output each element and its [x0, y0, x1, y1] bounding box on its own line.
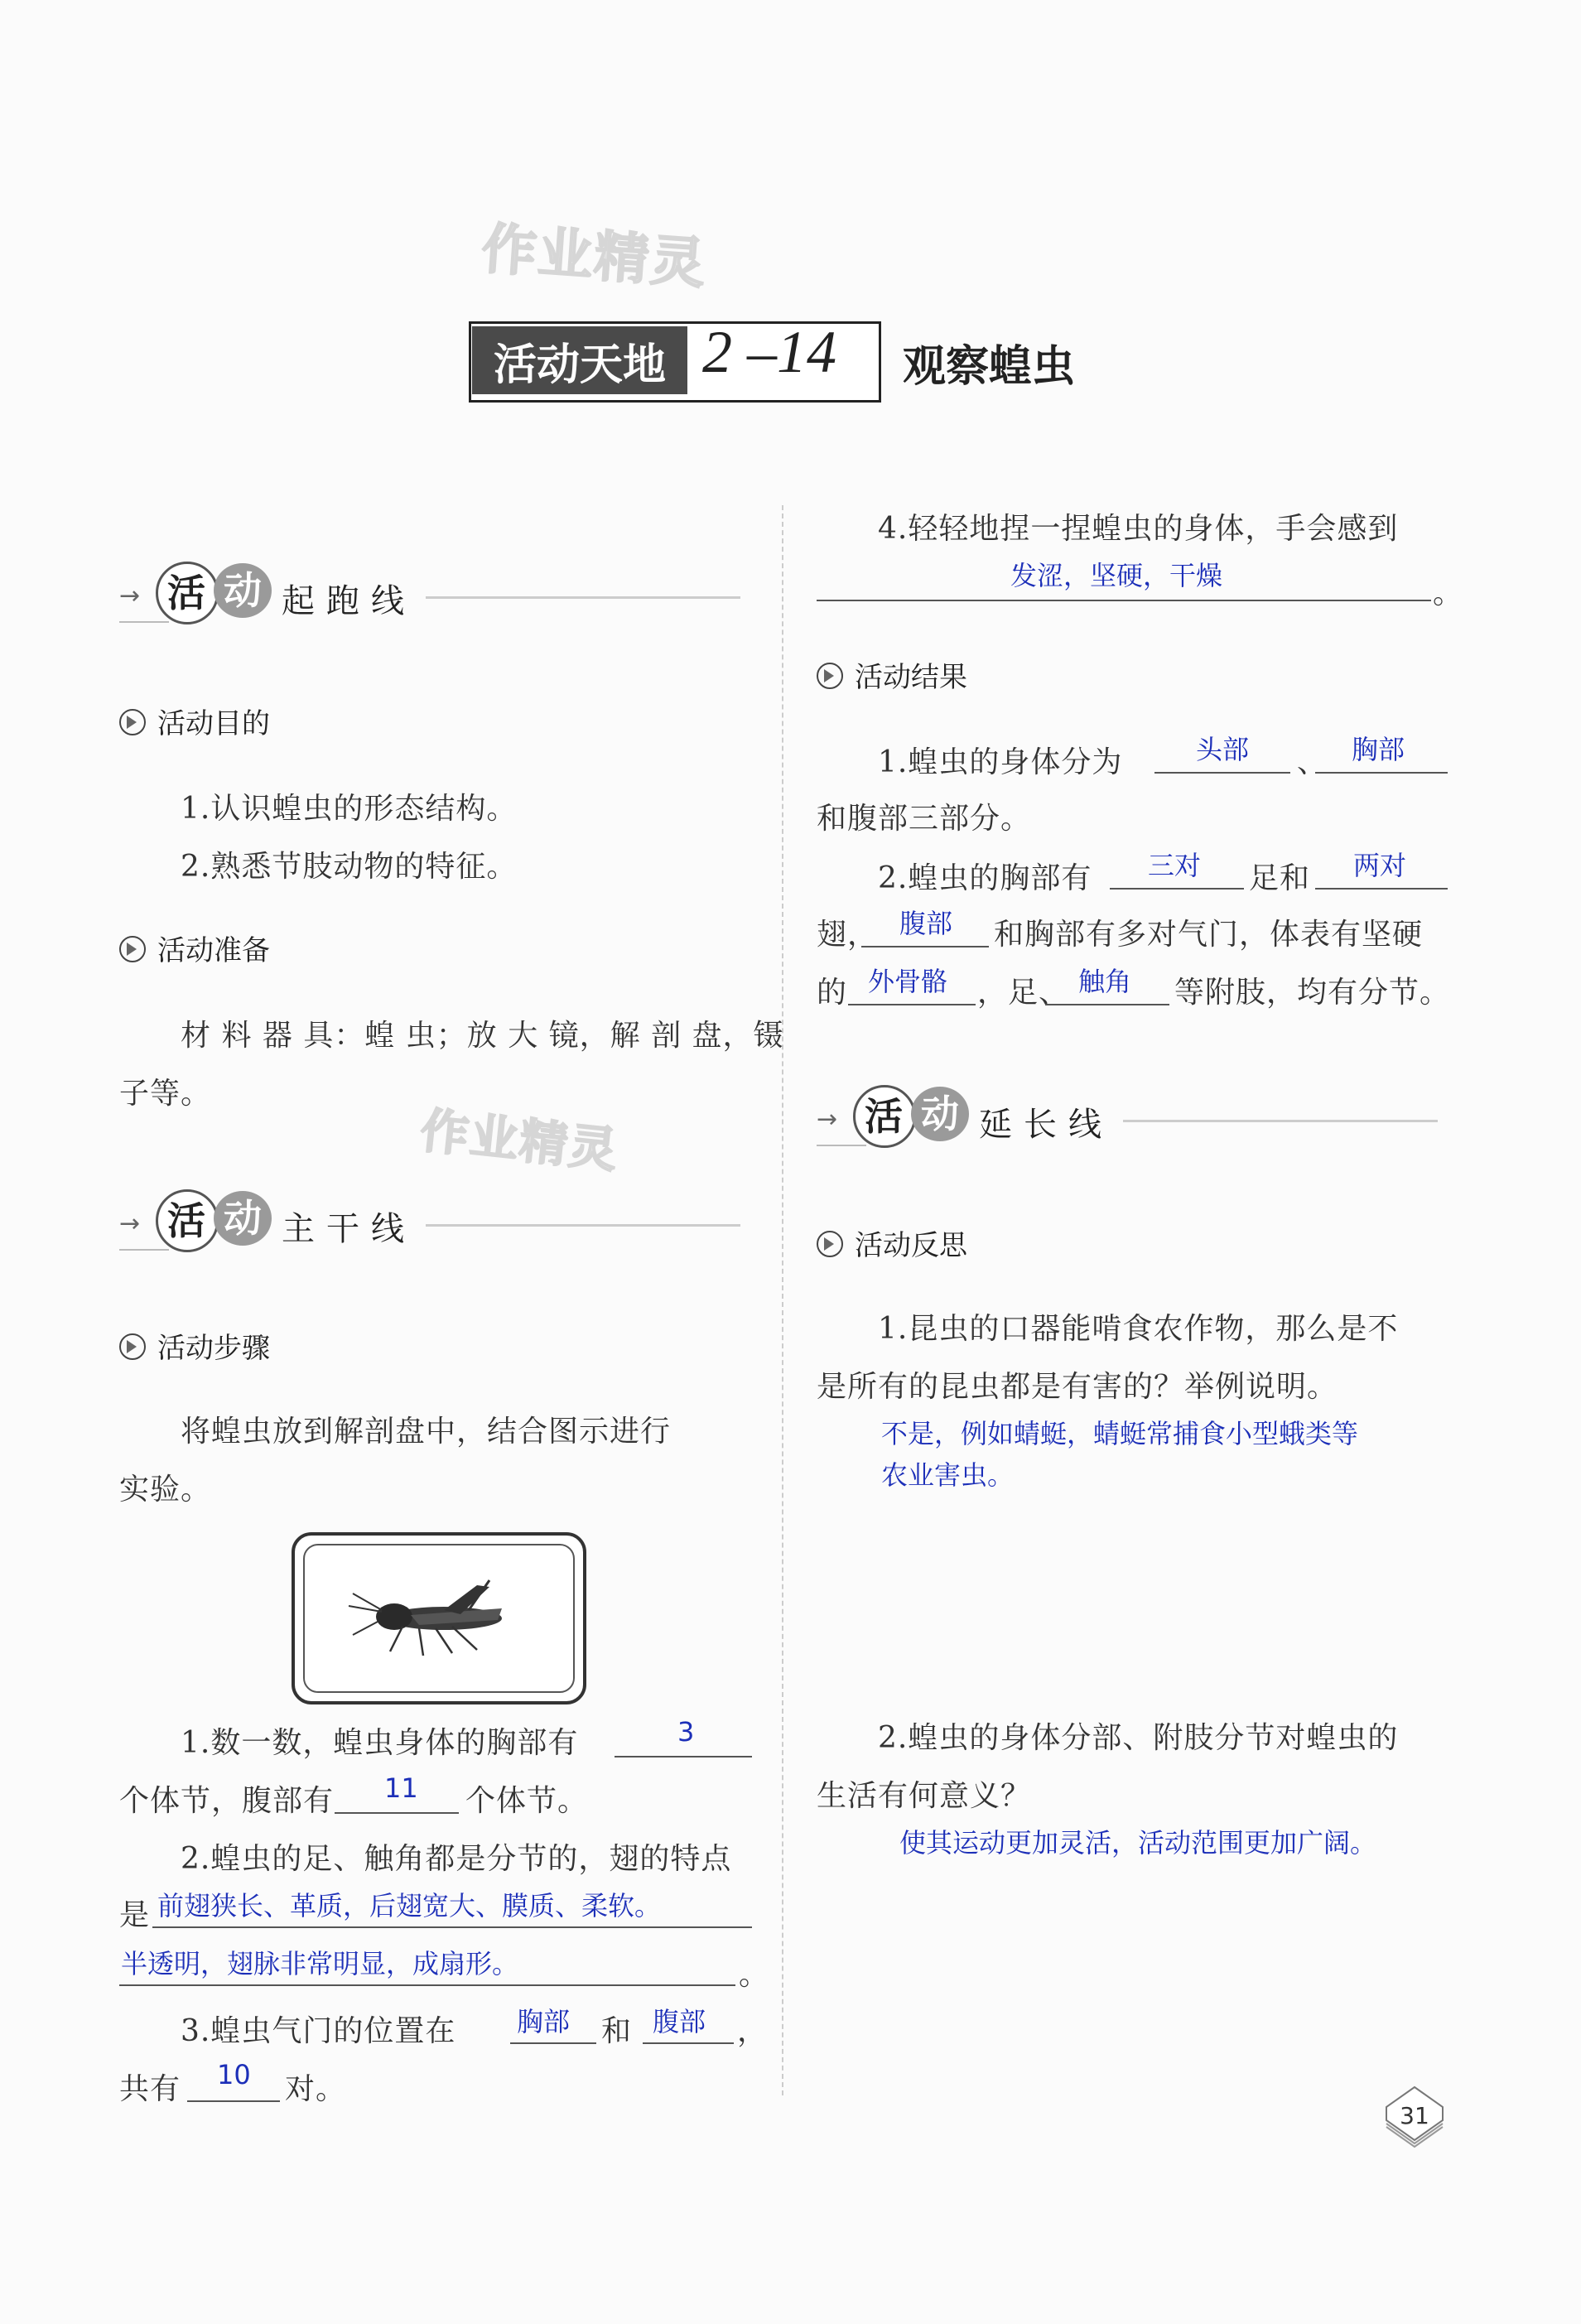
arrow-icon: →: [817, 1105, 838, 1134]
question-1-text: 1.数一数，蝗虫身体的胸部有: [181, 1726, 579, 1760]
locust-specimen-image: [292, 1532, 586, 1704]
subheading-result: 活动结果: [817, 654, 967, 695]
result-2-text: 2.蝗虫的胸部有: [878, 861, 1092, 895]
play-circle-icon: [119, 709, 146, 735]
purpose-item: 2.熟悉节肢动物的特征。: [181, 850, 518, 884]
reflect-2-text: 生活有何意义？: [817, 1779, 1032, 1813]
steps-line: 实验。: [119, 1473, 212, 1507]
play-circle-icon: [119, 936, 146, 962]
section-header-main: → 活 动 主干线: [119, 1184, 749, 1259]
answer-reflect-1: 农业害虫。: [881, 1459, 1015, 1491]
locust-icon: [345, 1569, 535, 1668]
play-circle-icon: [817, 1231, 843, 1257]
answer-blank: [643, 2042, 734, 2044]
answer-r1-thorax: 胸部: [1352, 734, 1405, 765]
banner-number: 2 –14: [702, 319, 836, 385]
result-2-text: 和胸部有多对气门，体表有坚硬: [994, 918, 1424, 952]
play-circle-icon: [817, 663, 843, 689]
answer-q2-line1: 前翅狭长、革质，后翅宽大、膜质、柔软。: [157, 1890, 662, 1921]
answer-q1-thorax: 3: [677, 1716, 695, 1748]
answer-q2-line2: 半透明，翅脉非常明显，成扇形。: [121, 1948, 519, 1979]
arrow-icon: →: [119, 581, 141, 610]
result-1-text: 和腹部三部分。: [817, 802, 1032, 836]
subheading-reflect: 活动反思: [817, 1222, 967, 1263]
section-header-extend: → 活 动 延长线: [817, 1080, 1446, 1155]
result-2-text: 翅，: [817, 918, 879, 952]
reflect-1-text: 1.昆虫的口器能啃食农作物，那么是不: [878, 1312, 1399, 1346]
answer-blank: [119, 1984, 735, 1986]
question-2-end: 。: [739, 1958, 770, 1992]
answer-q3-2: 腹部: [653, 2006, 706, 2037]
prep-line: 子等。: [119, 1077, 212, 1111]
prep-line: 材 料 器 具：蝗 虫；放 大 镜，解 剖 盘，镊: [181, 1019, 784, 1053]
banner-label: 活动天地: [472, 326, 687, 394]
question-2-text: 2.蝗虫的足、触角都是分节的，翅的特点: [181, 1842, 732, 1876]
answer-blank: [861, 946, 989, 947]
answer-blank: [615, 1756, 752, 1757]
play-circle-icon: [119, 1333, 146, 1360]
answer-blank: [1154, 772, 1290, 774]
question-3-text: 和: [601, 2014, 633, 2048]
watermark-top: 作业精灵: [480, 216, 709, 297]
answer-r2-antennae: 触角: [1078, 966, 1132, 997]
answer-blank: [187, 2100, 280, 2102]
question-4-text: 4.轻轻地捏一捏蝗虫的身体，手会感到: [878, 512, 1399, 546]
question-2-text: 是: [119, 1898, 151, 1932]
question-3-text: 共有: [119, 2072, 181, 2106]
result-1-text: 1.蝗虫的身体分为: [878, 745, 1123, 779]
question-3-text: ，: [737, 2014, 769, 2048]
answer-q3-1: 胸部: [517, 2006, 571, 2037]
steps-line: 将蝗虫放到解剖盘中，结合图示进行: [181, 1415, 672, 1449]
answer-r2-abdomen: 腹部: [899, 908, 953, 939]
answer-blank: [335, 1812, 459, 1814]
question-4-end: 。: [1433, 576, 1464, 610]
answer-reflect-2: 使其运动更加灵活，活动范围更加广阔。: [899, 1827, 1377, 1859]
watermark-middle: 作业精灵: [417, 1102, 622, 1179]
answer-blank: [1315, 888, 1448, 890]
answer-r2-wings: 两对: [1353, 850, 1407, 881]
answer-r2-exoskeleton: 外骨骼: [868, 966, 948, 997]
subheading-purpose: 活动目的: [119, 701, 270, 741]
result-2-text: ，足、: [977, 976, 1070, 1010]
answer-blank: [510, 2042, 596, 2044]
section-header-start: → 活 动 起跑线: [119, 557, 749, 631]
result-2-text: 足和: [1249, 861, 1311, 895]
subheading-prep: 活动准备: [119, 928, 270, 968]
answer-blank: [1110, 888, 1244, 890]
page-number-badge: [1381, 2084, 1448, 2150]
question-1-text: 个体节，腹部有: [119, 1784, 335, 1818]
page-number: 31: [1400, 2102, 1429, 2129]
answer-q1-abdomen: 11: [384, 1772, 418, 1804]
question-3-text: 3.蝗虫气门的位置在: [181, 2014, 456, 2048]
subheading-steps: 活动步骤: [119, 1325, 270, 1366]
column-divider: [782, 505, 783, 2095]
answer-r2-legs: 三对: [1148, 850, 1202, 881]
reflect-1-text: 是所有的昆虫都是有害的？举例说明。: [817, 1370, 1338, 1404]
answer-blank: [152, 1926, 752, 1928]
result-1-sep: 、: [1297, 745, 1328, 779]
answer-q4: 发涩，坚硬，干燥: [1010, 560, 1223, 591]
answer-blank: [1315, 772, 1448, 774]
result-2-text: 的: [817, 976, 848, 1010]
answer-blank: [1045, 1004, 1169, 1005]
answer-blank: [817, 600, 1431, 601]
purpose-item: 1.认识蝗虫的形态结构。: [181, 792, 518, 826]
answer-blank: [848, 1004, 976, 1005]
arrow-icon: →: [119, 1209, 141, 1238]
question-1-text: 个体节。: [465, 1784, 589, 1818]
answer-q3-3: 10: [217, 2059, 251, 2090]
question-3-text: 对。: [285, 2072, 347, 2106]
reflect-2-text: 2.蝗虫的身体分部、附肢分节对蝗虫的: [878, 1721, 1399, 1755]
answer-reflect-1: 不是，例如蜻蜓，蜻蜓常捕食小型蛾类等: [881, 1418, 1359, 1449]
answer-r1-head: 头部: [1196, 734, 1250, 765]
result-2-text: 等附肢，均有分节。: [1174, 976, 1451, 1010]
page-title: 观察蝗虫: [903, 341, 1076, 392]
